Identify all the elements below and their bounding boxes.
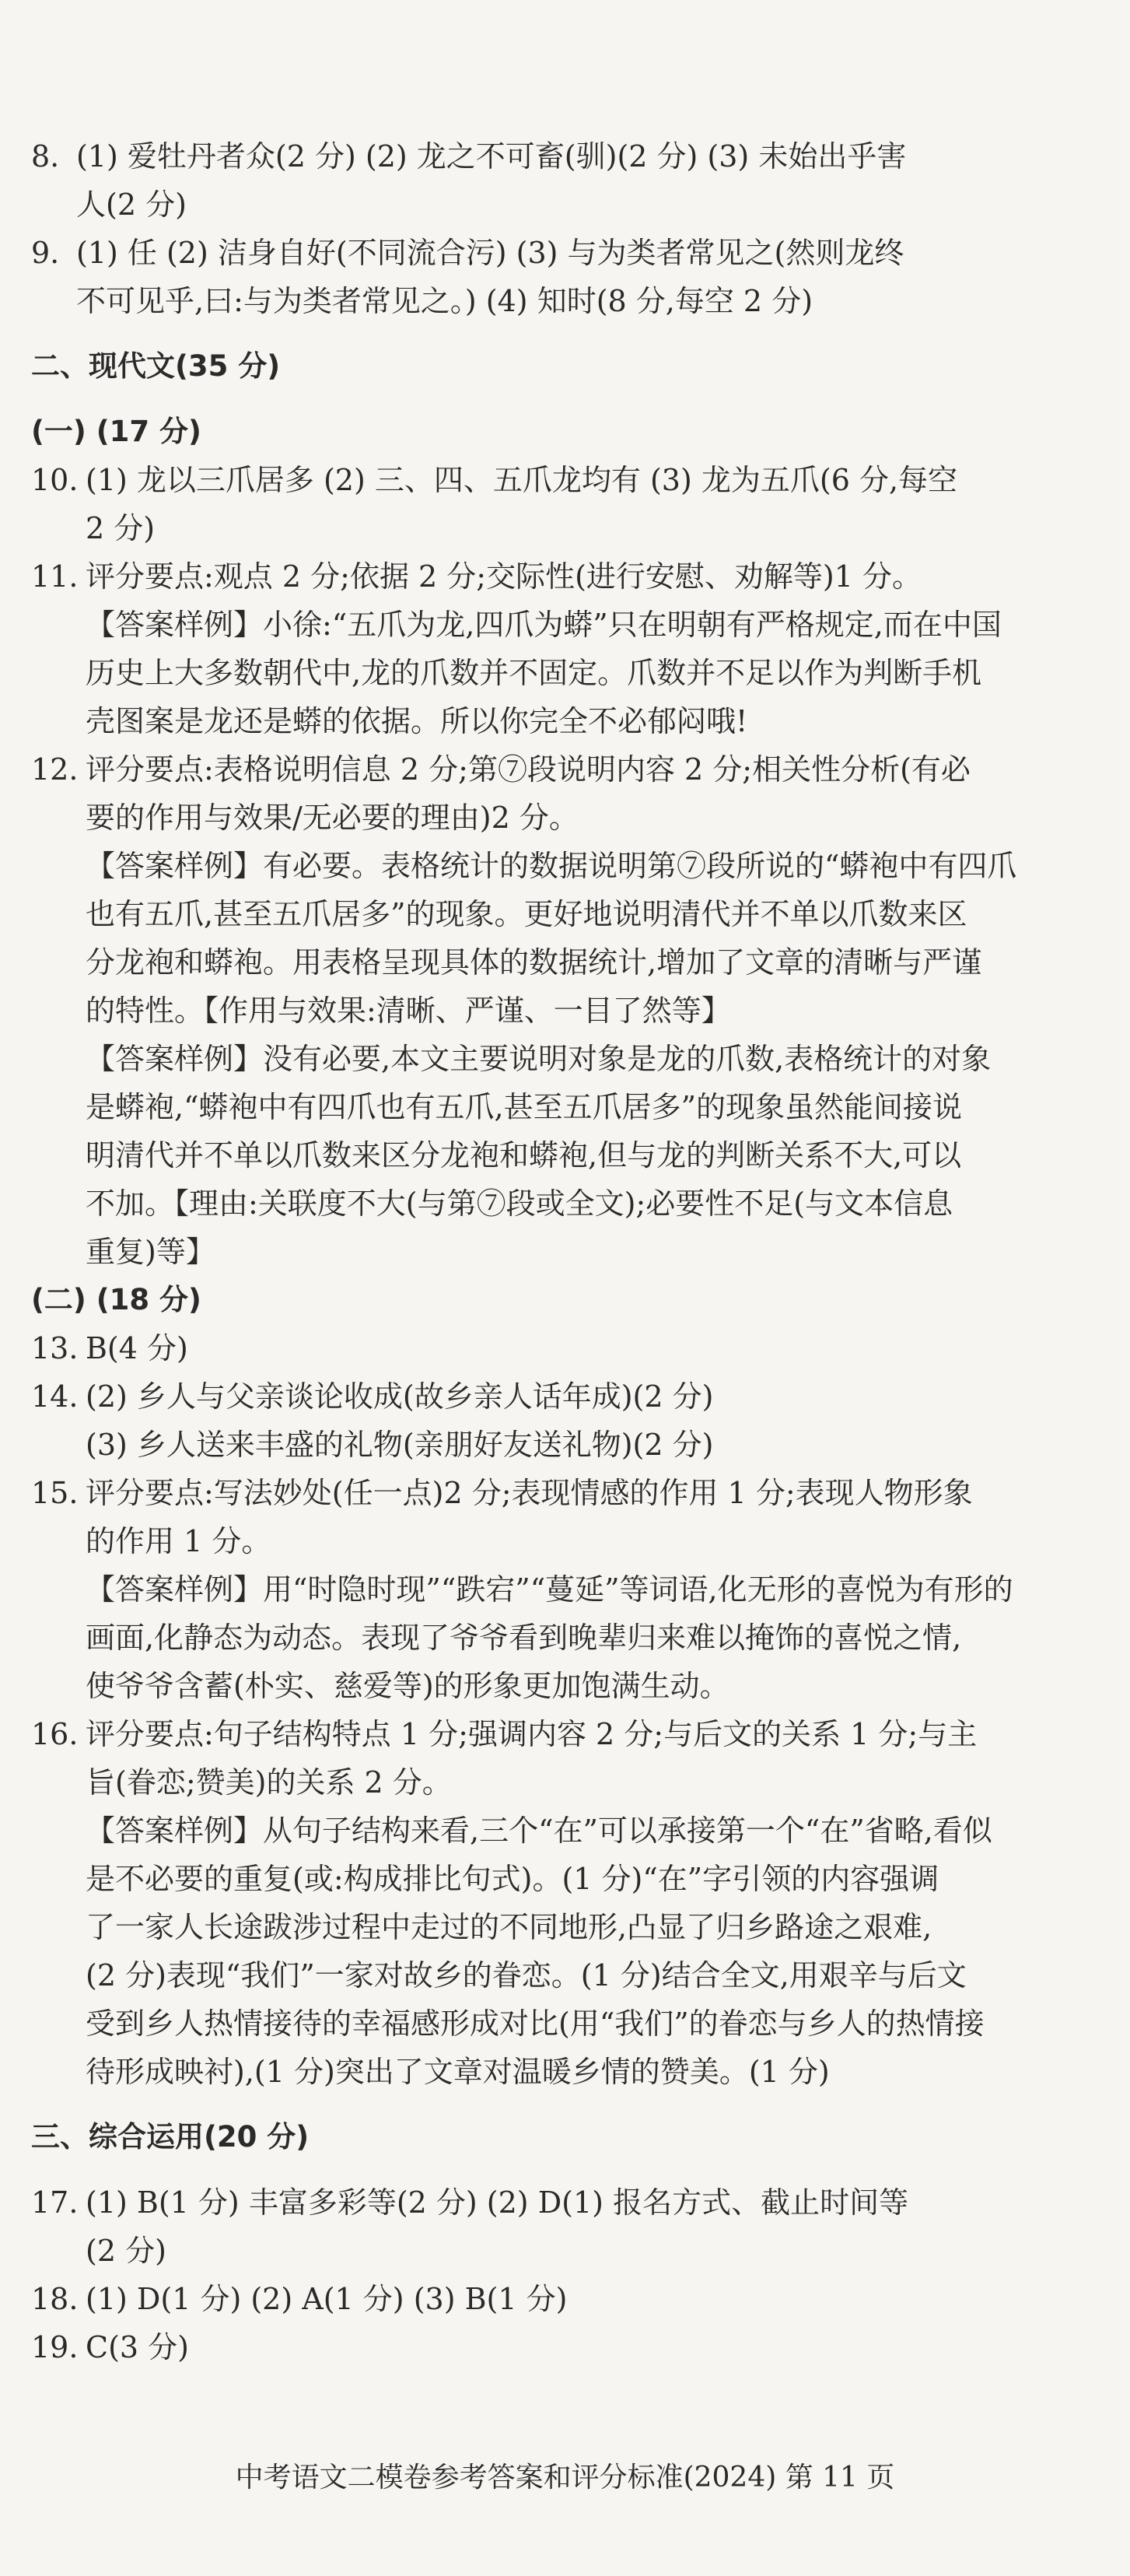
text-line: 待形成映衬),(1 分)突出了文章对温暖乡情的赞美。(1 分) xyxy=(86,2055,830,2089)
answer-item-11 xyxy=(31,552,1104,745)
text-line: 分龙袍和蟒袍。用表格呈现具体的数据统计,增加了文章的清晰与严谨 xyxy=(86,945,982,980)
text-line: 壳图案是龙还是蟒的依据。所以你完全不必郁闷哦! xyxy=(86,704,748,738)
text-line: (1) D(1 分) (2) A(1 分) (3) B(1 分) xyxy=(86,2282,568,2316)
text-line: B(4 分) xyxy=(86,1331,188,1365)
item-number: 17. xyxy=(31,2185,79,2220)
text-line: 的作用 1 分。 xyxy=(86,1524,271,1558)
text-line: 评分要点:观点 2 分;依据 2 分;交际性(进行安慰、劝解等)1 分。 xyxy=(86,559,922,594)
text-line: 明清代并不单以爪数来区分龙袍和蟒袍,但与龙的判断关系不大,可以 xyxy=(86,1138,962,1172)
answer-text xyxy=(76,132,1104,229)
text-line: 【答案样例】用“时隐时现”“跌宕”“蔓延”等词语,化无形的喜悦为有形的 xyxy=(86,1572,1013,1607)
text-line: 评分要点:句子结构特点 1 分;强调内容 2 分;与后文的关系 1 分;与主 xyxy=(86,1717,978,1751)
text-line: 的特性。【作用与效果:清晰、严谨、一目了然等】 xyxy=(86,994,731,1028)
answer-key-content xyxy=(31,132,1104,2371)
text-line: 使爷爷含蓄(朴实、慈爱等)的形象更加饱满生动。 xyxy=(86,1669,729,1703)
text-line: 【答案样例】没有必要,本文主要说明对象是龙的爪数,表格统计的对象 xyxy=(86,1042,992,1076)
answer-text xyxy=(86,2178,1104,2275)
item-number: 12. xyxy=(31,752,79,787)
item-number: 19. xyxy=(31,2330,79,2364)
text-line: 不加。【理由:关联度不大(与第⑦段或全文);必要性不足(与文本信息 xyxy=(86,1186,953,1221)
subsection-heading-1: (一) (17 分) xyxy=(31,415,201,448)
answer-item-17 xyxy=(31,2178,1104,2275)
text-line: 历史上大多数朝代中,龙的爪数并不固定。爪数并不足以作为判断手机 xyxy=(86,656,982,690)
text-line: 了一家人长途跋涉过程中走过的不同地形,凸显了归乡路途之艰难, xyxy=(86,1910,932,1944)
text-line: 2 分) xyxy=(86,511,156,545)
text-line: (2 分)表现“我们”一家对故乡的眷恋。(1 分)结合全文,用艰辛与后文 xyxy=(86,1958,967,1992)
text-line: C(3 分) xyxy=(86,2330,189,2364)
item-number: 16. xyxy=(31,1717,79,1751)
text-line: (3) 乡人送来丰盛的礼物(亲朋好友送礼物)(2 分) xyxy=(86,1428,714,1462)
section-heading-modern-text: 二、现代文(35 分) xyxy=(31,349,281,383)
text-line: (1) 龙以三爪居多 (2) 三、四、五爪龙均有 (3) 龙为五爪(6 分,每空 xyxy=(86,463,958,497)
text-line: 不可见乎,曰:与为类者常见之。) (4) 知时(8 分,每空 2 分) xyxy=(76,284,813,318)
item-number: 14. xyxy=(31,1379,79,1414)
text-line: 人(2 分) xyxy=(76,188,187,222)
answer-item-15 xyxy=(31,1469,1104,1710)
item-number: 8. xyxy=(31,139,60,173)
text-line: (1) 任 (2) 洁身自好(不同流合污) (3) 与为类者常见之(然则龙终 xyxy=(76,236,904,270)
answer-text xyxy=(86,1710,1104,2096)
section-heading-integrated-use: 三、综合运用(20 分) xyxy=(31,2120,310,2154)
text-line: (1) 爱牡丹者众(2 分) (2) 龙之不可畜(驯)(2 分) (3) 未始出乎害 xyxy=(76,139,907,173)
text-line: 是不必要的重复(或:构成排比句式)。(1 分)“在”字引领的内容强调 xyxy=(86,1862,939,1896)
page-footer: 中考语文二模卷参考答案和评分标准(2024) 第 11 页 xyxy=(235,2462,895,2494)
item-number: 18. xyxy=(31,2282,79,2316)
item-number: 11. xyxy=(31,559,79,594)
text-line: 评分要点:表格说明信息 2 分;第⑦段说明内容 2 分;相关性分析(有必 xyxy=(86,752,971,787)
answer-text xyxy=(86,2275,1104,2323)
answer-text xyxy=(86,456,1104,552)
answer-item-8 xyxy=(31,132,1104,229)
answer-text xyxy=(86,1469,1104,1710)
text-line: 【答案样例】从句子结构来看,三个“在”可以承接第一个“在”省略,看似 xyxy=(86,1814,992,1848)
text-line: 要的作用与效果/无必要的理由)2 分。 xyxy=(86,801,579,835)
answer-text xyxy=(86,745,1104,1276)
answer-item-18 xyxy=(31,2275,1104,2323)
answer-item-14 xyxy=(31,1372,1104,1469)
answer-item-19 xyxy=(31,2323,1104,2371)
answer-item-9 xyxy=(31,229,1104,325)
answer-text xyxy=(86,2323,1104,2371)
answer-text xyxy=(86,1324,1104,1372)
item-number: 13. xyxy=(31,1331,79,1365)
answer-item-16 xyxy=(31,1710,1104,2096)
text-line: 【答案样例】小徐:“五爪为龙,四爪为蟒”只在明朝有严格规定,而在中国 xyxy=(86,608,1002,642)
text-line: 受到乡人热情接待的幸福感形成对比(用“我们”的眷恋与乡人的热情接 xyxy=(86,2006,985,2041)
answer-text xyxy=(86,552,1104,745)
text-line: (1) B(1 分) 丰富多彩等(2 分) (2) D(1) 报名方式、截止时间等 xyxy=(86,2185,909,2220)
text-line: (2) 乡人与父亲谈论收成(故乡亲人话年成)(2 分) xyxy=(86,1379,714,1414)
text-line: 评分要点:写法妙处(任一点)2 分;表现情感的作用 1 分;表现人物形象 xyxy=(86,1476,973,1510)
item-number: 10. xyxy=(31,463,79,497)
answer-text xyxy=(86,1372,1104,1469)
text-line: 旨(眷恋;赞美)的关系 2 分。 xyxy=(86,1765,452,1800)
answer-text xyxy=(76,229,1104,325)
text-line: 画面,化静态为动态。表现了爷爷看到晚辈归来难以掩饰的喜悦之情, xyxy=(86,1621,962,1655)
subsection-heading-2: (二) (18 分) xyxy=(31,1283,201,1316)
answer-item-13 xyxy=(31,1324,1104,1372)
text-line: 是蟒袍,“蟒袍中有四爪也有五爪,甚至五爪居多”的现象虽然能间接说 xyxy=(86,1090,963,1124)
text-line: 【答案样例】有必要。表格统计的数据说明第⑦段所说的“蟒袍中有四爪 xyxy=(86,849,1017,883)
text-line: 也有五爪,甚至五爪居多”的现象。更好地说明清代并不单以爪数来区 xyxy=(86,897,967,931)
item-number: 9. xyxy=(31,236,60,270)
answer-item-12 xyxy=(31,745,1104,1276)
item-number: 15. xyxy=(31,1476,79,1510)
text-line: 重复)等】 xyxy=(86,1235,215,1269)
answer-item-10 xyxy=(31,456,1104,552)
text-line: (2 分) xyxy=(86,2234,166,2268)
